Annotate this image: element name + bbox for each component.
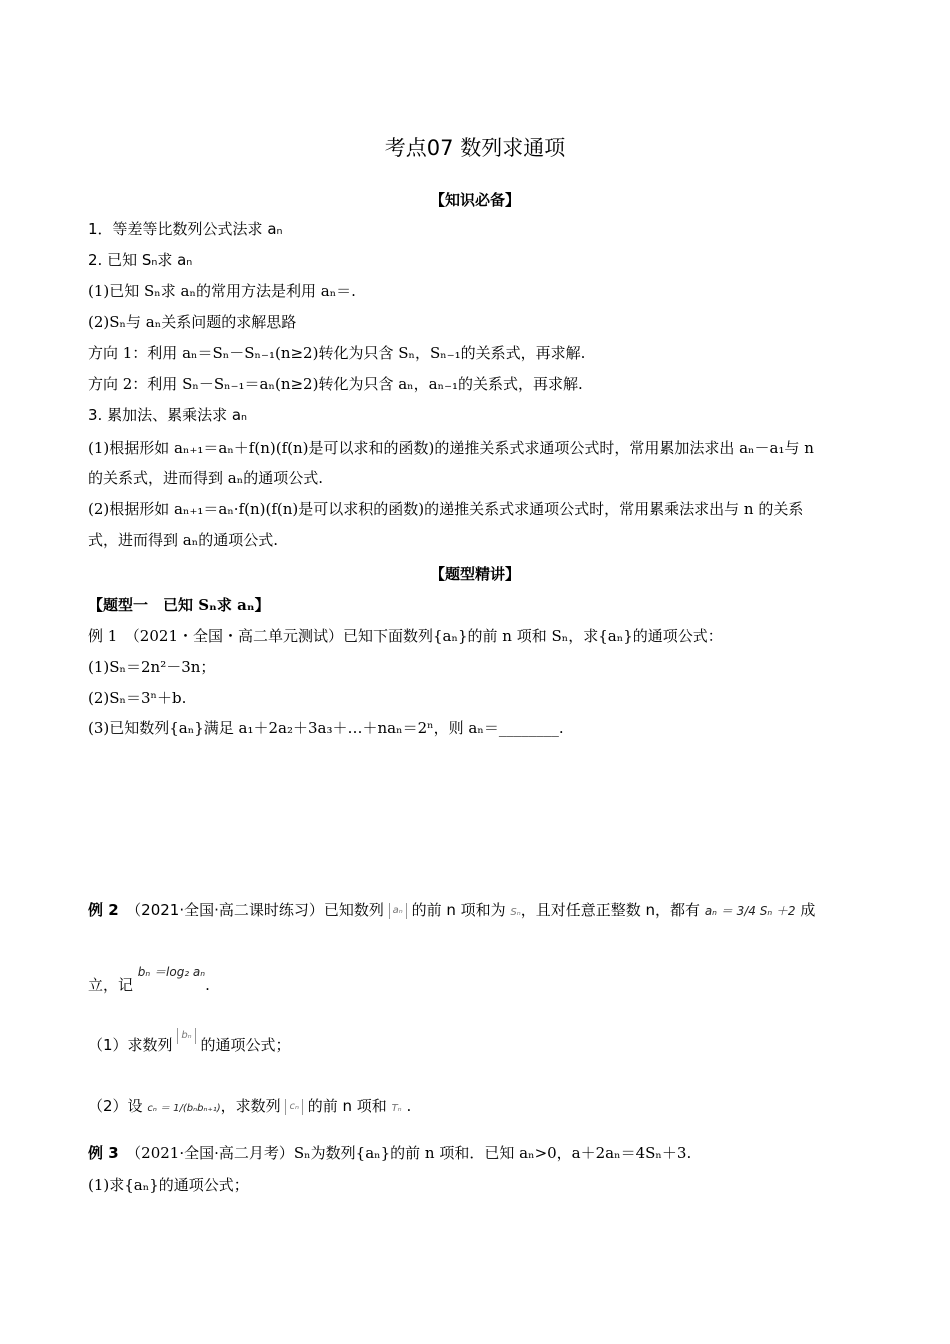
section-heading-knowledge: 【知识必备】 [429, 191, 520, 209]
knowledge-text: 式，进而得到 aₙ的通项公式. [88, 531, 278, 549]
knowledge-text: 方向 1：利用 aₙ＝Sₙ－Sₙ₋₁(n≥2)转化为只含 Sₙ，Sₙ₋₁的关系式，再求解. [88, 344, 586, 362]
knowledge-text: 的关系式，进而得到 aₙ的通项公式. [88, 469, 323, 487]
example-1-part: (2)Sₙ＝3ⁿ＋b. [88, 689, 187, 707]
knowledge-text: (2)Sₙ与 aₙ关系问题的求解思路 [88, 313, 297, 331]
knowledge-text: (1)已知 Sₙ求 aₙ的常用方法是利用 aₙ＝. [88, 282, 356, 300]
example-label: 例 3 [88, 1144, 119, 1162]
example-text: 的前 n 项和为 [411, 901, 506, 919]
knowledge-text: (2)根据形如 aₙ₊₁＝aₙ·f(n)(f(n)是可以求积的函数)的递推关系式求通项公式时，常用累乘法求出与 n 的关系 [88, 500, 804, 518]
example-text: 的前 n 项和 [307, 1097, 387, 1115]
example-text: . [205, 976, 210, 994]
math-formula: cₙ [285, 1099, 303, 1115]
example-1-part: (1)Sₙ＝2n²－3n； [88, 658, 216, 676]
example-2-question-2 [88, 1096, 411, 1119]
section-heading-types: 【题型精讲】 [429, 565, 520, 583]
math-formula: Tₙ [391, 1103, 402, 1114]
example-text: （2）设 [88, 1097, 143, 1115]
example-text: ，且对任意正整数 n，都有 [520, 901, 701, 919]
example-text: （2021·全国·高二课时练习）已知数列 [118, 901, 384, 919]
example-1-part: (3)已知数列{aₙ}满足 a₁＋2a₂＋3a₃＋…＋naₙ＝2ⁿ，则 aₙ＝________. [88, 719, 564, 737]
example-3 [88, 1143, 691, 1163]
example-text: 的通项公式； [200, 1036, 291, 1054]
example-2-question-1 [88, 1029, 291, 1055]
knowledge-item-1: 1．等差等比数列公式法求 aₙ [88, 220, 283, 238]
knowledge-text: (1)根据形如 aₙ₊₁＝aₙ＋f(n)(f(n)是可以求和的函数)的递推关系式求通项公式时，常用累加法求出 aₙ－a₁与 n [88, 439, 814, 457]
example-text: . [406, 1097, 412, 1115]
knowledge-text: 方向 2：利用 Sₙ－Sₙ₋₁＝aₙ(n≥2)转化为只含 aₙ，aₙ₋₁的关系式，再求解. [88, 375, 583, 393]
type-heading: 【题型一 已知 Sₙ求 aₙ】 [88, 596, 270, 614]
math-formula: bₙ ＝log₂ aₙ [137, 965, 206, 979]
math-formula: Sₙ [510, 907, 521, 918]
page-title: 考点07 数列求通项 [384, 136, 566, 160]
example-2 [88, 900, 815, 923]
example-label: 例 2 [88, 901, 119, 919]
example-3-part: (1)求{aₙ}的通项公式； [88, 1176, 249, 1194]
example-1: 例 1 （2021・全国・高二单元测试）已知下面数列{aₙ}的前 n 项和 Sₙ，求{aₙ}的通项公式： [88, 627, 723, 645]
math-formula: aₙ [389, 903, 407, 919]
knowledge-item-2: 2. 已知 Sₙ求 aₙ [88, 251, 193, 269]
math-formula: bₙ [177, 1028, 195, 1044]
example-text: （2021·全国·高二月考）Sₙ为数列{aₙ}的前 n 项和．已知 aₙ>0，a＋2aₙ＝4Sₙ＋3. [118, 1144, 692, 1162]
example-text: 成 [800, 901, 816, 919]
knowledge-item-3: 3. 累加法、累乘法求 aₙ [88, 406, 248, 424]
example-2-line [88, 965, 210, 996]
example-text: ，求数列 [220, 1097, 281, 1115]
math-formula: aₙ ＝ 3/4 Sₙ ＋2 [704, 904, 796, 918]
math-formula: cₙ ＝ 1/(bₙbₙ₊₁) [147, 1103, 221, 1114]
example-text: （1）求数列 [88, 1036, 173, 1054]
example-text: 立，记 [88, 976, 134, 994]
